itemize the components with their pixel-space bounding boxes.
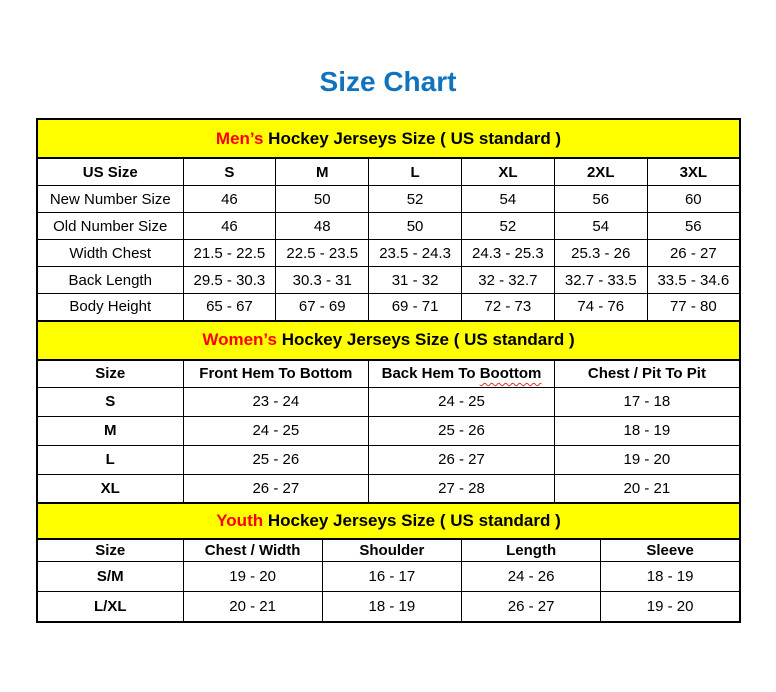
row-label: XL xyxy=(37,474,183,503)
table-row xyxy=(37,387,740,416)
table-row xyxy=(37,474,740,503)
column-header: Shoulder xyxy=(322,539,461,562)
table-cell: 22.5 - 23.5 xyxy=(276,240,369,267)
mens-section-title xyxy=(37,119,740,158)
row-label: Width Chest xyxy=(37,240,183,267)
row-label: L/XL xyxy=(37,592,183,622)
youth-section-header xyxy=(37,503,740,539)
table-cell: 65 - 67 xyxy=(183,294,276,321)
table-cell: 54 xyxy=(554,213,647,240)
womens-size-table xyxy=(36,320,741,505)
table-cell: 56 xyxy=(647,213,740,240)
table-cell: 60 xyxy=(647,186,740,213)
table-cell: 29.5 - 30.3 xyxy=(183,267,276,294)
table-cell: 26 - 27 xyxy=(647,240,740,267)
table-cell: 25.3 - 26 xyxy=(554,240,647,267)
table-cell: 24 - 25 xyxy=(369,387,555,416)
row-label: S/M xyxy=(37,562,183,592)
page-title: Size Chart xyxy=(319,66,457,97)
womens-section-header xyxy=(37,321,740,360)
womens-column-header-row xyxy=(37,360,740,388)
table-cell: 18 - 19 xyxy=(601,562,740,592)
table-cell: 77 - 80 xyxy=(647,294,740,321)
table-cell: 21.5 - 22.5 xyxy=(183,240,276,267)
row-label: New Number Size xyxy=(37,186,183,213)
row-label: M xyxy=(37,416,183,445)
table-cell: 25 - 26 xyxy=(369,416,555,445)
table-cell: 50 xyxy=(276,186,369,213)
table-cell: 26 - 27 xyxy=(369,445,555,474)
womens-section-title-rest: Hockey Jerseys Size ( US standard ) xyxy=(276,330,575,349)
row-label: L xyxy=(37,445,183,474)
spellcheck-squiggle-word: Boottom xyxy=(479,365,542,382)
column-header: S xyxy=(183,158,276,186)
table-cell: 25 - 26 xyxy=(183,445,369,474)
column-header: 3XL xyxy=(647,158,740,186)
table-row xyxy=(37,416,740,445)
table-cell: 27 - 28 xyxy=(369,474,555,503)
column-header: Chest / Pit To Pit xyxy=(554,360,740,388)
table-row xyxy=(37,186,740,213)
table-row xyxy=(37,240,740,267)
column-header: Front Hem To Bottom xyxy=(183,360,369,388)
table-row xyxy=(37,445,740,474)
column-header: Length xyxy=(462,539,601,562)
table-cell: 19 - 20 xyxy=(554,445,740,474)
column-header-misspelled: Back Hem To Boottom xyxy=(369,360,555,388)
column-header: XL xyxy=(461,158,554,186)
mens-section-header xyxy=(37,119,740,158)
table-cell: 48 xyxy=(276,213,369,240)
table-cell: 33.5 - 34.6 xyxy=(647,267,740,294)
table-cell: 24.3 - 25.3 xyxy=(461,240,554,267)
table-cell: 24 - 26 xyxy=(462,562,601,592)
mens-section-title-rest: Hockey Jerseys Size ( US standard ) xyxy=(263,128,562,148)
column-header: Size xyxy=(37,360,183,388)
table-cell: 56 xyxy=(554,186,647,213)
column-header: US Size xyxy=(37,158,183,186)
column-header: M xyxy=(276,158,369,186)
table-cell: 72 - 73 xyxy=(461,294,554,321)
table-cell: 26 - 27 xyxy=(462,592,601,622)
youth-section-title xyxy=(37,503,740,539)
table-cell: 23.5 - 24.3 xyxy=(369,240,462,267)
table-cell: 24 - 25 xyxy=(183,416,369,445)
table-cell: 26 - 27 xyxy=(183,474,369,503)
row-label: S xyxy=(37,387,183,416)
table-cell: 69 - 71 xyxy=(369,294,462,321)
column-header: Sleeve xyxy=(601,539,740,562)
youth-section-title-rest: Hockey Jerseys Size ( US standard ) xyxy=(263,511,561,530)
table-cell: 16 - 17 xyxy=(322,562,461,592)
womens-section-title-highlight: Women’s xyxy=(202,330,277,349)
table-cell: 30.3 - 31 xyxy=(276,267,369,294)
table-row xyxy=(37,592,740,622)
table-row xyxy=(37,294,740,321)
table-cell: 19 - 20 xyxy=(183,562,322,592)
column-header: L xyxy=(369,158,462,186)
table-cell: 74 - 76 xyxy=(554,294,647,321)
table-cell: 20 - 21 xyxy=(554,474,740,503)
column-header: 2XL xyxy=(554,158,647,186)
womens-section-title xyxy=(37,321,740,360)
mens-column-header-row xyxy=(37,158,740,186)
table-cell: 23 - 24 xyxy=(183,387,369,416)
table-cell: 31 - 32 xyxy=(369,267,462,294)
table-cell: 67 - 69 xyxy=(276,294,369,321)
table-cell: 46 xyxy=(183,213,276,240)
table-cell: 19 - 20 xyxy=(601,592,740,622)
table-cell: 32 - 32.7 xyxy=(461,267,554,294)
table-cell: 18 - 19 xyxy=(322,592,461,622)
table-cell: 32.7 - 33.5 xyxy=(554,267,647,294)
table-cell: 17 - 18 xyxy=(554,387,740,416)
table-row xyxy=(37,562,740,592)
mens-section-title-highlight: Men’s xyxy=(215,128,264,148)
table-cell: 18 - 19 xyxy=(554,416,740,445)
table-cell: 52 xyxy=(369,186,462,213)
mens-size-table xyxy=(36,118,741,322)
table-row xyxy=(37,213,740,240)
table-row xyxy=(37,267,740,294)
row-label: Back Length xyxy=(37,267,183,294)
size-chart-tables xyxy=(36,118,741,623)
table-cell: 52 xyxy=(461,213,554,240)
column-header: Chest / Width xyxy=(183,539,322,562)
table-cell: 46 xyxy=(183,186,276,213)
row-label: Old Number Size xyxy=(37,213,183,240)
row-label: Body Height xyxy=(37,294,183,321)
table-cell: 54 xyxy=(461,186,554,213)
table-cell: 50 xyxy=(369,213,462,240)
youth-size-table xyxy=(36,502,741,623)
youth-section-title-highlight: Youth xyxy=(216,511,264,530)
column-header: Size xyxy=(37,539,183,562)
youth-column-header-row xyxy=(37,539,740,562)
table-cell: 20 - 21 xyxy=(183,592,322,622)
